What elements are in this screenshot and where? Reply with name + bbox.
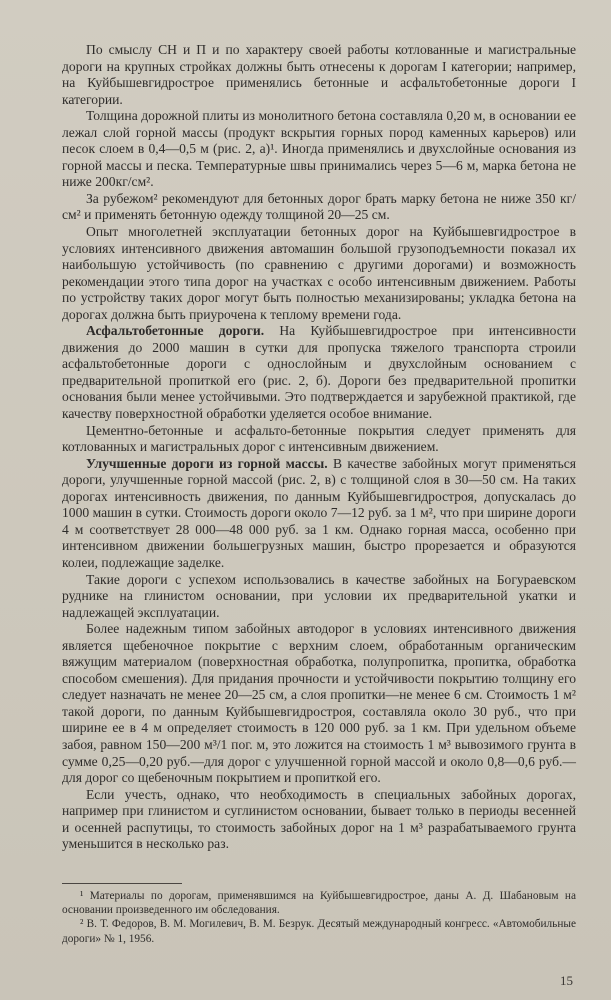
paragraph-text: В качестве забойных могут применяться дороги, улучшенные горной массой (рис. 2, в) с толщиной слоя в 30—50 см. На таких дорогах интенсивность движения, по данным Куйбышевгидростроя, допускалась до 1000 машин в сутки. Стоимость дороги около 7—12 руб. за 1 м², что при ширине дороги 4 м соответствует 28 000—48 000 руб. за 1 км. Однако горная масса, особенно при интенсивном движении большегрузных машин, быстро прорезается и образуются колеи, подлежащие заделке. [62, 455, 576, 570]
footnote-divider [62, 883, 182, 884]
section-heading: Асфальтобетонные дороги. [86, 323, 265, 339]
paragraph: Цементно-бетонные и асфальто-бетонные покрытия следует применять для котлованных и магистральных дорог с интенсивным движением. [62, 422, 576, 455]
footnote: ¹ Материалы по дорогам, применявшимся на Куйбышевгидрострое, даны А. Д. Шабановым на основании произведенного им обследования. [62, 890, 576, 917]
paragraph: Толщина дорожной плиты из монолитного бетона составляла 0,20 м, в основании ее лежал слой горной массы (продукт вскрытия горных пород каменных карьеров) или песок слоем в 0,4—0,5 м (рис. 2, а)¹. Иногда применялись и двухслойные основания из горной массы и песка. Температурные швы принимались через 5—6 м, марка бетона не ниже 200кг/см². [62, 108, 576, 190]
footnote: ² В. Т. Федоров, В. М. Могилевич, В. М. Безрук. Десятый международный конгресс. «Автомобильные дороги» № 1, 1956. [62, 918, 576, 945]
paragraph: По смыслу СН и П и по характеру своей работы котлованные и магистральные дороги на крупных стройках должны быть отнесены к дорогам I категории; например, на Куйбышевгидрострое применялись бетонные и асфальтобетонные дороги I категории. [62, 42, 576, 107]
main-text [62, 42, 576, 853]
paragraph: Такие дороги с успехом использовались в качестве забойных на Богураевском руднике на глинистом основании, при условии их предварительной укатки и надлежащей эксплуатации. [62, 571, 576, 620]
paragraph: За рубежом² рекомендуют для бетонных дорог брать марку бетона не ниже 350 кг/см² и применять бетонную одежду толщиной 20—25 см. [62, 190, 576, 223]
paragraph: Опыт многолетней эксплуатации бетонных дорог на Куйбышевгидрострое в условиях интенсивного движения автомашин большой грузоподъемности показал их наибольшую устойчивость (по сравнению с другими дорогами) и возможность рекомендации этого типа дорог на участках с особо интенсивным движением. Работы по устройству таких дорог могут быть полностью механизированы; укладка бетона на дорогах должна быть приурочена к теплому времени года. [62, 224, 576, 322]
paragraph [62, 323, 576, 422]
paragraph: Если учесть, однако, что необходимость в специальных забойных дорогах, например при глинистом и суглинистом основании, бывает только в периоды весенней и осенней распутицы, то стоимость забойных дорог на 1 м³ разрабатываемого грунта уменьшится в несколько раз. [62, 786, 576, 852]
page-number: 15 [560, 973, 573, 988]
paragraph [62, 456, 576, 572]
paragraph-text: На Куйбышевгидрострое при интенсивности движения до 2000 машин в сутки для пропуска тяжелого транспорта строили асфальтобетонные дороги с однослойным и двухслойным основанием с предварительной пропиткой его (рис. 2, б). Дороги без предварительной пропитки основания были менее устойчивыми. Это подтверждается и зарубежной практикой, где качеству поверхностной обработки уделяется особое внимание. [62, 323, 576, 422]
paragraph: Более надежным типом забойных автодорог в условиях интенсивного движения является щебеночное покрытие с верхним слоем, обработанным органическим вяжущим материалом (поверхностная обработка, полупропитка, пропитка, обработка способом смешения). Для придания прочности и устойчивости покрытию толщину его следует назначать не менее 20—25 см, а слоя пропитки—не менее 6 см. Стоимость 1 м² такой дороги, по данным Куйбышевгидростроя, составляла около 30 руб., что при ширине ее в 4 м определяет стоимость в 120 000 руб. за 1 км. При удельном объеме забоя, равном 150—200 м³/1 пог. м, это ложится на стоимость 1 м³ вывозимого грунта в сумме 0,25—0,20 руб.—для дорог с улучшенной горной массой и около 0,8—0,6 руб.—для дорог со щебеночным покрытием и пропиткой его. [62, 621, 576, 786]
section-heading: Улучшенные дороги из горной массы. [86, 455, 328, 471]
footnotes [62, 883, 576, 946]
